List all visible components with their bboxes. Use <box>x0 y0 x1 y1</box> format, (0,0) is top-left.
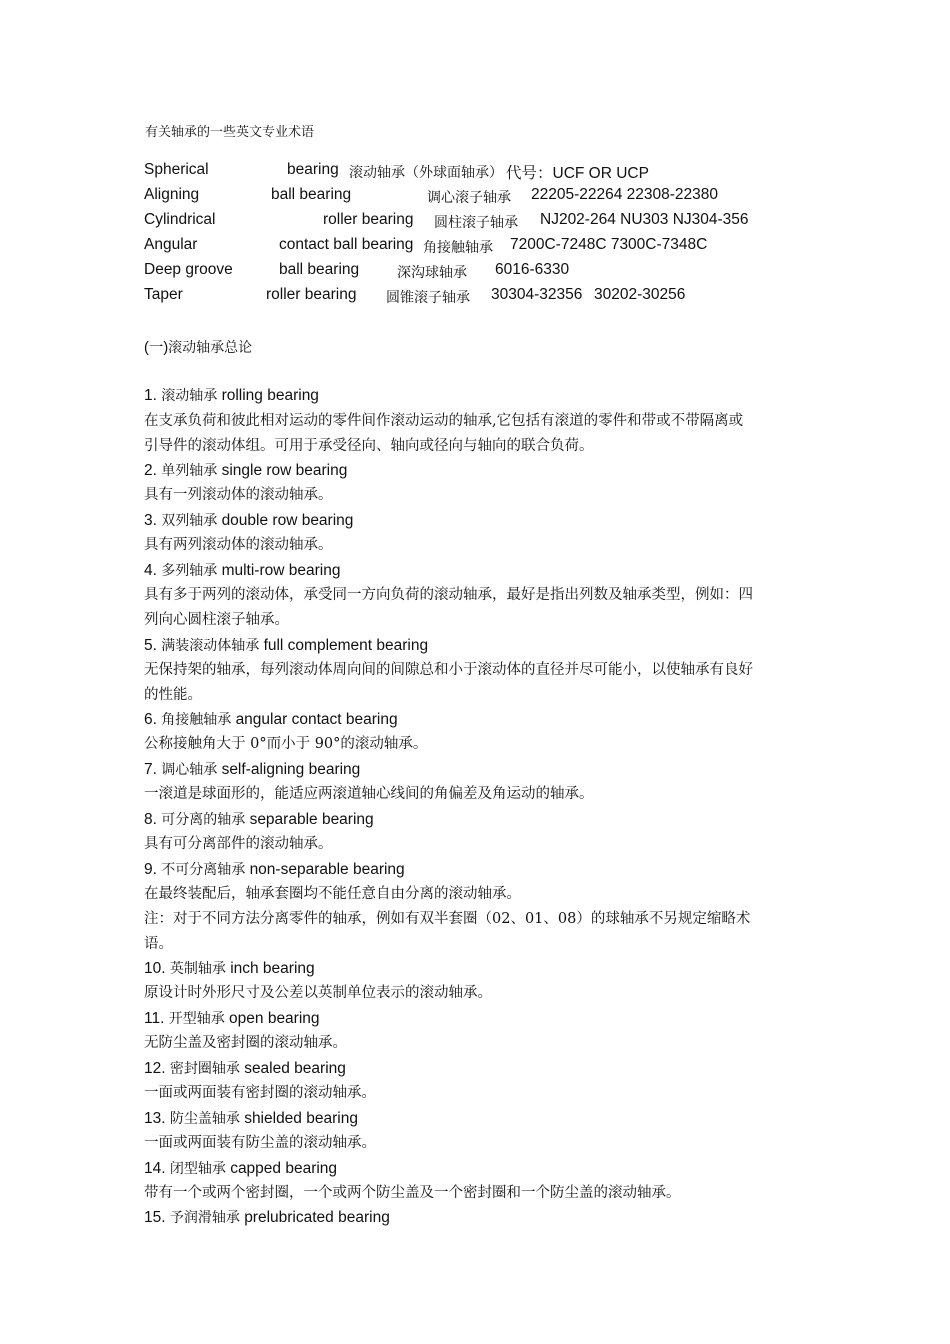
term-prefix: Angular <box>144 236 198 253</box>
description-line: 一滚道是球面形的，能适应两滚道轴心线间的角偏差及角运动的轴承。 <box>144 786 594 802</box>
term-chinese: 深沟球轴承 <box>397 265 467 281</box>
entry-chinese-term: 满装滚动体轴承 <box>161 638 260 654</box>
entry-heading <box>144 958 315 978</box>
entry-description <box>144 533 810 558</box>
entry-chinese-term: 密封圈轴承 <box>169 1061 240 1077</box>
term-row <box>144 286 824 308</box>
term-row <box>144 236 824 258</box>
description-line: 原设计时外形尺寸及公差以英制单位表示的滚动轴承。 <box>144 985 492 1001</box>
term-chinese: 圆柱滚子轴承 <box>434 215 518 231</box>
section-prefix: (一) <box>144 340 169 356</box>
entry-chinese-term: 开型轴承 <box>168 1011 225 1027</box>
description-line: 一面或两面装有防尘盖的滚动轴承。 <box>144 1135 376 1151</box>
term-row <box>144 211 824 233</box>
term-english: roller bearing <box>266 286 357 303</box>
entry-heading <box>144 460 347 480</box>
entry-number: 13. <box>144 1110 166 1127</box>
description-line: 注：对于不同方法分离零件的轴承，例如有双半套圈（02、01、08）的球轴承不另规定缩略术 <box>144 911 751 927</box>
term-code: 代号：UCF OR UCP <box>506 165 649 182</box>
entry-number: 1. <box>144 387 157 404</box>
term-english: roller bearing <box>323 211 414 228</box>
entry-chinese-term: 可分离的轴承 <box>161 812 246 828</box>
entry-description <box>144 1181 810 1206</box>
entry-english-term: prelubricated bearing <box>244 1209 390 1226</box>
description-line: 的性能。 <box>144 687 202 703</box>
entry-description <box>144 583 810 633</box>
term-row <box>144 161 824 183</box>
term-code: NJ202-264 NU303 NJ304-356 <box>540 211 749 228</box>
entry-description <box>144 882 810 957</box>
entry-number: 3. <box>144 512 157 529</box>
entry-chinese-term: 不可分离轴承 <box>161 862 246 878</box>
description-line: 引导件的滚动体组。可用于承受径向、轴向或径向与轴向的联合负荷。 <box>144 438 594 454</box>
entry-english-term: non-separable bearing <box>249 861 405 878</box>
term-prefix: Spherical <box>144 161 209 178</box>
entry-number: 12. <box>144 1060 166 1077</box>
entry-heading <box>144 1108 358 1128</box>
description-line: 在最终装配后，轴承套圈均不能任意自由分离的滚动轴承。 <box>144 886 521 902</box>
entry-english-term: shielded bearing <box>244 1110 358 1127</box>
term-prefix: Cylindrical <box>144 211 216 228</box>
description-line: 在支承负荷和彼此相对运动的零件间作滚动运动的轴承,它包括有滚道的零件和带或不带隔离或 <box>144 413 744 429</box>
entry-chinese-term: 角接触轴承 <box>161 712 232 728</box>
entry-heading <box>144 1008 320 1028</box>
entry-heading <box>144 510 353 530</box>
entry-description <box>144 782 810 807</box>
entry-description <box>144 981 810 1006</box>
term-code: 22205-22264 22308-22380 <box>531 186 719 203</box>
entry-english-term: multi-row bearing <box>221 562 341 579</box>
entry-chinese-term: 防尘盖轴承 <box>169 1111 240 1127</box>
term-row <box>144 186 824 208</box>
section-title: 滚动轴承总论 <box>168 340 253 356</box>
entry-heading <box>144 1058 346 1078</box>
description-line: 具有多于两列的滚动体，承受同一方向负荷的滚动轴承，最好是指出列数及轴承类型，例如：四 <box>144 587 753 603</box>
term-english: ball bearing <box>271 186 352 203</box>
term-english: ball bearing <box>279 261 360 278</box>
entry-english-term: inch bearing <box>230 960 315 977</box>
entry-number: 11. <box>144 1010 165 1027</box>
entry-chinese-term: 调心轴承 <box>161 762 218 778</box>
term-prefix: Deep groove <box>144 261 233 278</box>
entry-chinese-term: 单列轴承 <box>161 463 218 479</box>
description-line: 带有一个或两个密封圈，一个或两个防尘盖及一个密封圈和一个防尘盖的滚动轴承。 <box>144 1185 681 1201</box>
entry-description <box>144 658 810 708</box>
entry-english-term: full complement bearing <box>263 637 429 654</box>
entry-heading <box>144 859 405 879</box>
entry-description <box>144 1031 810 1056</box>
entry-number: 8. <box>144 811 157 828</box>
term-chinese: 调心滚子轴承 <box>427 190 511 206</box>
entry-number: 6. <box>144 711 157 728</box>
term-code: 30304-32356 <box>491 286 583 303</box>
term-code: 6016-6330 <box>495 261 570 278</box>
term-english: bearing <box>287 161 339 178</box>
entry-english-term: self-aligning bearing <box>221 761 361 778</box>
description-line: 无保持架的轴承，每列滚动体周向间的间隙总和小于滚动体的直径并尽可能小，以使轴承有良好 <box>144 662 753 678</box>
term-code-secondary: 30202-30256 <box>594 286 686 303</box>
entry-description <box>144 1081 810 1106</box>
document-title: 有关轴承的一些英文专业术语 <box>145 125 315 140</box>
description-line: 具有一列滚动体的滚动轴承。 <box>144 487 333 503</box>
description-line: 公称接触角大于 0°而小于 90°的滚动轴承。 <box>144 736 428 752</box>
description-line: 无防尘盖及密封圈的滚动轴承。 <box>144 1035 347 1051</box>
entry-english-term: capped bearing <box>230 1160 338 1177</box>
entry-number: 9. <box>144 861 157 878</box>
entry-number: 10. <box>144 960 166 977</box>
entry-chinese-term: 予润滑轴承 <box>169 1210 240 1226</box>
entry-chinese-term: 闭型轴承 <box>169 1161 226 1177</box>
term-code: 7200C-7248C 7300C-7348C <box>510 236 708 253</box>
entry-number: 15. <box>144 1209 166 1226</box>
term-chinese: 圆锥滚子轴承 <box>386 290 470 306</box>
entry-chinese-term: 双列轴承 <box>161 513 218 529</box>
entry-english-term: sealed bearing <box>244 1060 346 1077</box>
entry-number: 14. <box>144 1160 166 1177</box>
entry-chinese-term: 滚动轴承 <box>161 388 218 404</box>
entry-english-term: separable bearing <box>249 811 374 828</box>
entry-heading <box>144 385 319 405</box>
term-chinese: 角接触轴承 <box>423 240 493 256</box>
entry-heading <box>144 635 428 655</box>
term-prefix: Aligning <box>144 186 200 203</box>
term-row <box>144 261 824 283</box>
description-line: 列向心圆柱滚子轴承。 <box>144 612 289 628</box>
entry-heading <box>144 1158 337 1178</box>
entry-heading <box>144 759 360 779</box>
entry-heading <box>144 1207 390 1227</box>
entry-number: 2. <box>144 462 157 479</box>
entry-description <box>144 483 810 508</box>
term-english: contact ball bearing <box>279 236 414 253</box>
entry-number: 7. <box>144 761 157 778</box>
description-line: 语。 <box>144 936 173 952</box>
entry-english-term: angular contact bearing <box>235 711 398 728</box>
entry-english-term: open bearing <box>229 1010 320 1027</box>
entry-description <box>144 732 810 757</box>
entry-chinese-term: 多列轴承 <box>161 563 218 579</box>
entry-number: 4. <box>144 562 157 579</box>
term-prefix: Taper <box>144 286 183 303</box>
term-chinese: 滚动轴承（外球面轴承） <box>349 165 503 181</box>
entry-description <box>144 409 810 459</box>
entry-description <box>144 832 810 857</box>
entry-heading <box>144 709 398 729</box>
entry-heading <box>144 809 374 829</box>
section-heading <box>144 336 252 357</box>
description-line: 具有可分离部件的滚动轴承。 <box>144 836 333 852</box>
entry-heading <box>144 560 340 580</box>
description-line: 一面或两面装有密封圈的滚动轴承。 <box>144 1085 376 1101</box>
entry-chinese-term: 英制轴承 <box>169 961 226 977</box>
entry-number: 5. <box>144 637 157 654</box>
entry-description <box>144 1131 810 1156</box>
entry-english-term: single row bearing <box>221 462 348 479</box>
entry-english-term: rolling bearing <box>221 387 319 404</box>
description-line: 具有两列滚动体的滚动轴承。 <box>144 537 333 553</box>
entry-english-term: double row bearing <box>221 512 354 529</box>
